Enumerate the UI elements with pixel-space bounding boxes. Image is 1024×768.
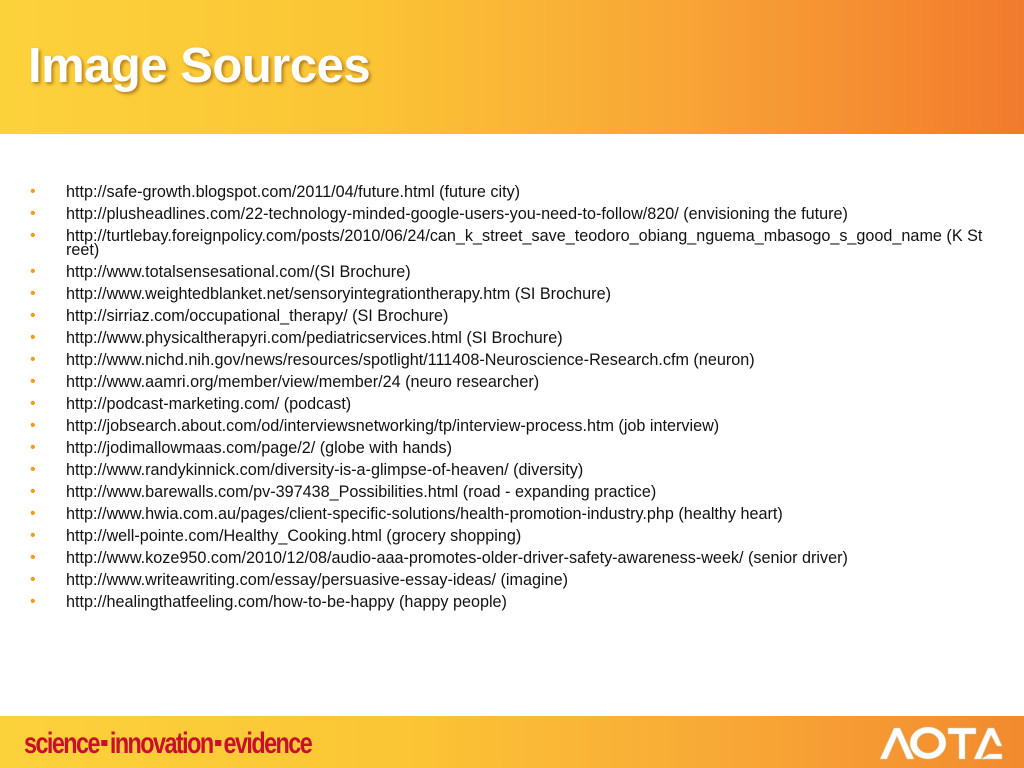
source-text: http://well-pointe.com/Healthy_Cooking.html (grocery shopping): [66, 527, 522, 545]
source-item: [30, 525, 985, 547]
tagline-separator: [215, 740, 221, 746]
tagline-evidence: evidence: [223, 727, 312, 760]
source-item: [30, 393, 985, 415]
bullet-icon: •: [30, 593, 36, 610]
bullet-icon: •: [30, 483, 36, 500]
tagline-innovation: innovation: [109, 727, 213, 760]
source-item: [30, 503, 985, 525]
source-text: http://www.weightedblanket.net/sensoryintegrationtherapy.htm (SI Brochure): [66, 285, 611, 303]
tagline-separator: [101, 740, 107, 746]
source-text: http://www.aamri.org/member/view/member/24 (neuro researcher): [66, 373, 540, 391]
aota-logo-text: AOTA: [878, 725, 881, 726]
source-item: [30, 415, 985, 437]
bullet-icon: •: [30, 527, 36, 544]
source-text: http://safe-growth.blogspot.com/2011/04/future.html (future city): [66, 183, 521, 201]
source-text: http://healingthatfeeling.com/how-to-be-happy (happy people): [66, 593, 507, 611]
footer-tagline: [24, 726, 311, 762]
bullet-icon: •: [30, 373, 36, 390]
slide-title: Image Sources: [28, 39, 371, 93]
source-item: [30, 547, 985, 569]
bullet-icon: •: [30, 285, 36, 302]
bullet-icon: •: [30, 395, 36, 412]
source-text: http://www.hwia.com.au/pages/client-specific-solutions/health-promotion-industry.php (healthy heart): [66, 505, 783, 523]
bullet-icon: •: [30, 227, 36, 244]
source-item: [30, 569, 985, 591]
sources-list: [30, 181, 985, 613]
source-text: http://www.barewalls.com/pv-397438_Possibilities.html (road - expanding practice): [66, 483, 657, 501]
bullet-icon: •: [30, 307, 36, 324]
source-text: http://podcast-marketing.com/ (podcast): [66, 395, 352, 413]
source-item: [30, 459, 985, 481]
bullet-icon: •: [30, 461, 36, 478]
source-item: [30, 481, 985, 503]
bullet-icon: •: [30, 571, 36, 588]
source-item: [30, 181, 985, 203]
source-text: http://jobsearch.about.com/od/interviewsnetworking/tp/interview-process.htm (job interview): [66, 417, 720, 435]
bullet-icon: •: [30, 263, 36, 280]
source-text: http://jodimallowmaas.com/page/2/ (globe with hands): [66, 439, 453, 457]
bullet-icon: •: [30, 183, 36, 200]
source-item: [30, 203, 985, 225]
bullet-icon: •: [30, 549, 36, 566]
source-item: [30, 283, 985, 305]
source-item: [30, 261, 985, 283]
content-area: [30, 181, 985, 613]
source-text: http://www.writeawriting.com/essay/persuasive-essay-ideas/ (imagine): [66, 571, 568, 589]
tagline-science: science: [24, 727, 99, 760]
aota-logo: [878, 725, 1004, 761]
source-item: [30, 225, 985, 261]
source-text: http://sirriaz.com/occupational_therapy/ (SI Brochure): [66, 307, 449, 325]
source-text: http://www.physicaltherapyri.com/pediatricservices.html (SI Brochure): [66, 329, 563, 347]
bullet-icon: •: [30, 205, 36, 222]
source-text: http://www.randykinnick.com/diversity-is-a-glimpse-of-heaven/ (diversity): [66, 461, 584, 479]
source-item: [30, 371, 985, 393]
bullet-icon: •: [30, 351, 36, 368]
bullet-icon: •: [30, 439, 36, 456]
source-text: http://www.nichd.nih.gov/news/resources/spotlight/111408-Neuroscience-Research.cfm (neuron): [66, 351, 755, 369]
source-text: http://www.totalsensesational.com/(SI Brochure): [66, 263, 411, 281]
bullet-icon: •: [30, 505, 36, 522]
source-text: http://turtlebay.foreignpolicy.com/posts/2010/06/24/can_k_street_save_teodoro_obiang_nguema_mbasogo_s_good_name (K Street): [66, 227, 983, 259]
source-text: http://plusheadlines.com/22-technology-minded-google-users-you-need-to-follow/820/ (envisioning the future): [66, 205, 848, 223]
source-item: [30, 349, 985, 371]
bullet-icon: •: [30, 329, 36, 346]
source-item: [30, 305, 985, 327]
source-text: http://www.koze950.com/2010/12/08/audio-aaa-promotes-older-driver-safety-awareness-week/ (senior driver): [66, 549, 848, 567]
source-item: [30, 591, 985, 613]
source-item: [30, 327, 985, 349]
source-item: [30, 437, 985, 459]
bullet-icon: •: [30, 417, 36, 434]
